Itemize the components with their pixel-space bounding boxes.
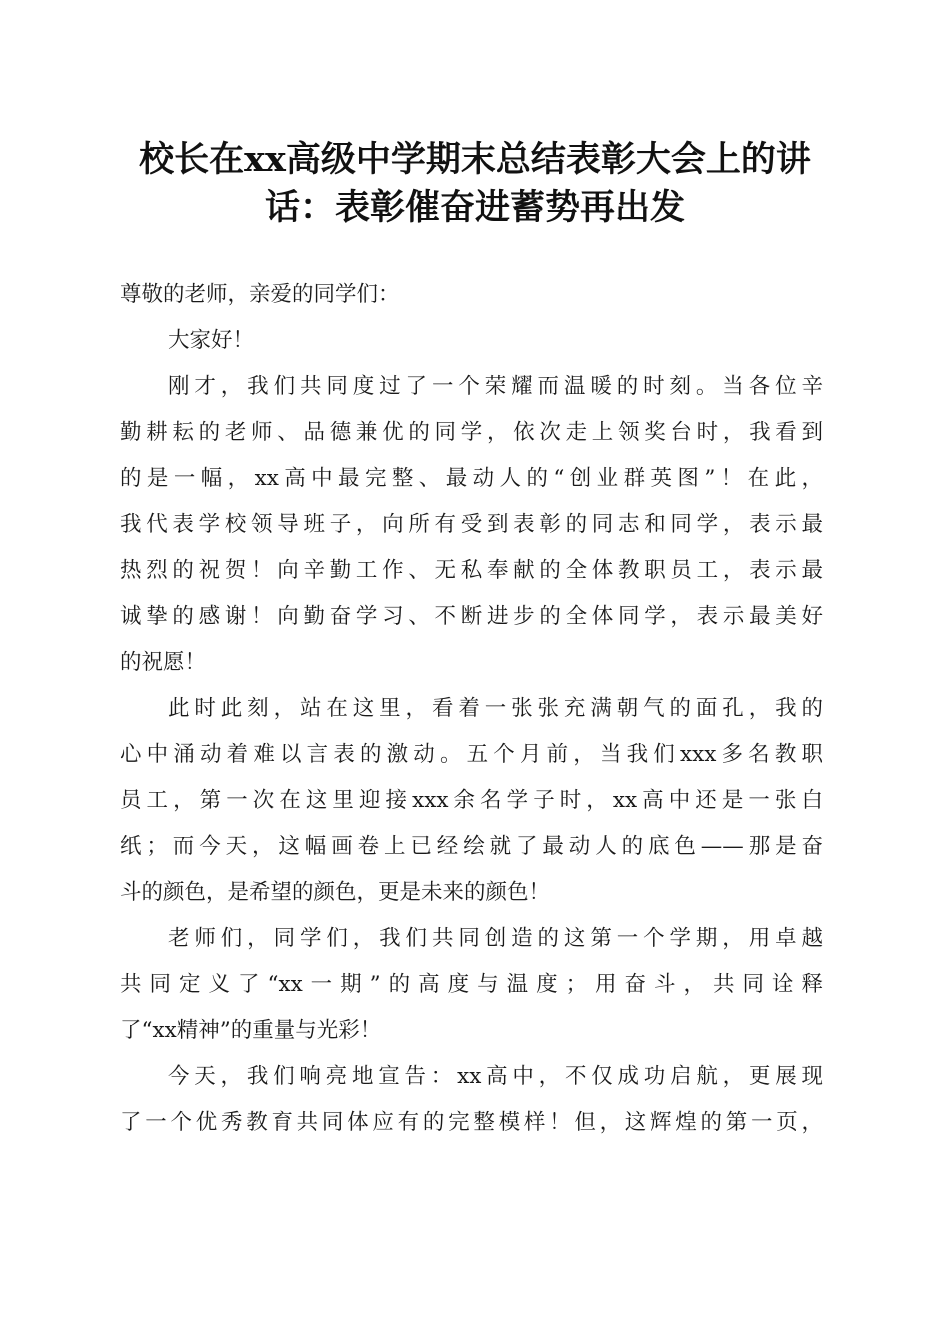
paragraph-1-line-5: 热烈的祝贺！向辛勤工作、无私奉献的全体教职员工，表示最 [120, 558, 823, 583]
title-line-2: 话：表彰催奋进蓄势再出发 [264, 187, 685, 228]
paragraph-1-line-2: 勤耕耘的老师、品德兼优的同学，依次走上领奖台时，我看到 [120, 420, 823, 445]
paragraph-2-line-2: 心中涌动着难以言表的激动。五个月前，当我们xxx多名教职 [120, 742, 823, 767]
paragraph-1-line-7: 的祝愿！ [120, 650, 207, 675]
paragraph-1-line-3: 的是一幅，xx高中最完整、最动人的“创业群英图”！在此， [120, 466, 823, 491]
title-line-1: 校长在xx高级中学期末总结表彰大会上的讲 [139, 139, 811, 180]
paragraph-2-line-5: 斗的颜色，是希望的颜色，更是未来的颜色！ [120, 880, 551, 905]
document-body [120, 280, 823, 1154]
paragraph-2-line-3: 员工，第一次在这里迎接xxx余名学子时，xx高中还是一张白 [120, 788, 823, 813]
salutation: 尊敬的老师，亲爱的同学们： [120, 282, 400, 307]
paragraph-2-line-4: 纸；而今天，这幅画卷上已经绘就了最动人的底色——那是奋 [120, 834, 823, 859]
paragraph-3-line-2: 共同定义了“xx一期”的高度与温度；用奋斗，共同诠释 [120, 972, 823, 997]
document-title [118, 136, 832, 232]
paragraph-1-line-6: 诚挚的感谢！向勤奋学习、不断进步的全体同学，表示最美好 [120, 604, 823, 629]
paragraph-3-line-1: 老师们，同学们，我们共同创造的这第一个学期，用卓越 [168, 926, 823, 951]
paragraph-3-line-3: 了“xx精神”的重量与光彩！ [120, 1018, 382, 1043]
paragraph-1-line-1: 刚才，我们共同度过了一个荣耀而温暖的时刻。当各位辛 [168, 374, 823, 399]
paragraph-2-line-1: 此时此刻，站在这里，看着一张张充满朝气的面孔，我的 [168, 696, 823, 721]
paragraph-1-line-4: 我代表学校领导班子，向所有受到表彰的同志和同学，表示最 [120, 512, 823, 537]
paragraph-4-line-1: 今天，我们响亮地宣告：xx高中，不仅成功启航，更展现 [168, 1064, 823, 1089]
greeting: 大家好！ [168, 328, 255, 353]
paragraph-4-line-2: 了一个优秀教育共同体应有的完整模样！但，这辉煌的第一页， [120, 1110, 823, 1135]
